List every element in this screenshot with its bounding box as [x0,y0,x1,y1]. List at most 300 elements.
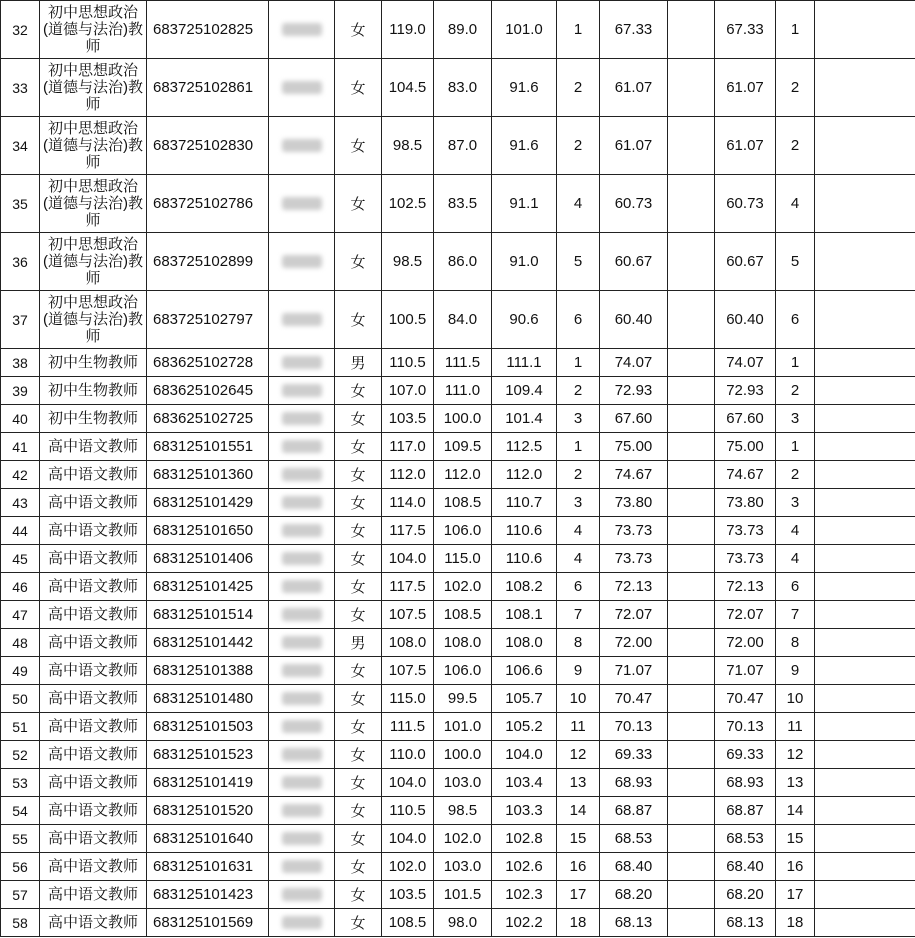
name-cell-redacted [269,601,335,629]
final-rank-cell: 2 [776,117,815,175]
written-score-cell: 103.5 [382,405,434,433]
weighted-score-cell: 91.6 [492,59,557,117]
remark-cell [815,233,915,291]
name-cell-redacted [269,117,335,175]
written-score-cell: 102.0 [382,853,434,881]
total-score-cell: 67.33 [715,1,776,59]
table-row [1,461,915,489]
rank-cell: 12 [557,741,600,769]
converted-score-cell: 68.87 [600,797,668,825]
written-score-cell: 98.5 [382,233,434,291]
exam-number-cell: 683125101650 [147,517,269,545]
exam-number-cell: 683125101569 [147,909,269,937]
bonus-score-cell [668,489,715,517]
table-row [1,741,915,769]
bonus-score-cell [668,741,715,769]
final-rank-cell: 4 [776,175,815,233]
professional-score-cell: 99.5 [434,685,492,713]
name-cell-redacted [269,1,335,59]
written-score-cell: 107.5 [382,601,434,629]
converted-score-cell: 73.73 [600,517,668,545]
converted-score-cell: 60.73 [600,175,668,233]
exam-number-cell: 683125101514 [147,601,269,629]
professional-score-cell: 102.0 [434,573,492,601]
remark-cell [815,405,915,433]
weighted-score-cell: 102.6 [492,853,557,881]
redacted-name-blur [282,496,322,509]
exam-number-cell: 683125101551 [147,433,269,461]
gender-cell: 女 [335,545,382,573]
rank-cell: 8 [557,629,600,657]
exam-number-cell: 683625102725 [147,405,269,433]
table-row [1,175,915,233]
gender-cell: 女 [335,489,382,517]
total-score-cell: 61.07 [715,59,776,117]
weighted-score-cell: 109.4 [492,377,557,405]
rank-cell: 1 [557,1,600,59]
converted-score-cell: 68.53 [600,825,668,853]
written-score-cell: 107.5 [382,657,434,685]
seq-cell: 56 [1,853,40,881]
total-score-cell: 68.13 [715,909,776,937]
converted-score-cell: 75.00 [600,433,668,461]
final-rank-cell: 4 [776,545,815,573]
final-rank-cell: 18 [776,909,815,937]
name-cell-redacted [269,175,335,233]
position-cell: 初中生物教师 [40,349,147,377]
rank-cell: 1 [557,349,600,377]
remark-cell [815,545,915,573]
bonus-score-cell [668,59,715,117]
redacted-name-blur [282,748,322,761]
name-cell-redacted [269,489,335,517]
written-score-cell: 104.0 [382,545,434,573]
rank-cell: 3 [557,405,600,433]
gender-cell: 女 [335,825,382,853]
professional-score-cell: 106.0 [434,517,492,545]
redacted-name-blur [282,81,322,94]
name-cell-redacted [269,741,335,769]
final-rank-cell: 17 [776,881,815,909]
professional-score-cell: 106.0 [434,657,492,685]
weighted-score-cell: 102.2 [492,909,557,937]
total-score-cell: 73.80 [715,489,776,517]
remark-cell [815,377,915,405]
table-row [1,825,915,853]
name-cell-redacted [269,713,335,741]
seq-cell: 44 [1,517,40,545]
position-cell: 高中语文教师 [40,825,147,853]
name-cell-redacted [269,291,335,349]
seq-cell: 46 [1,573,40,601]
weighted-score-cell: 91.0 [492,233,557,291]
name-cell-redacted [269,233,335,291]
total-score-cell: 61.07 [715,117,776,175]
written-score-cell: 103.5 [382,881,434,909]
redacted-name-blur [282,720,322,733]
total-score-cell: 70.47 [715,685,776,713]
table-row [1,909,915,937]
written-score-cell: 98.5 [382,117,434,175]
professional-score-cell: 112.0 [434,461,492,489]
final-rank-cell: 3 [776,489,815,517]
converted-score-cell: 68.13 [600,909,668,937]
rank-cell: 4 [557,545,600,573]
final-rank-cell: 1 [776,1,815,59]
position-cell: 初中思想政治(道德与法治)教师 [40,1,147,59]
total-score-cell: 72.07 [715,601,776,629]
redacted-name-blur [282,664,322,677]
converted-score-cell: 60.40 [600,291,668,349]
total-score-cell: 73.73 [715,517,776,545]
remark-cell [815,853,915,881]
converted-score-cell: 61.07 [600,117,668,175]
total-score-cell: 67.60 [715,405,776,433]
gender-cell: 女 [335,433,382,461]
weighted-score-cell: 105.2 [492,713,557,741]
position-cell: 高中语文教师 [40,909,147,937]
table-row [1,573,915,601]
remark-cell [815,1,915,59]
rank-cell: 2 [557,377,600,405]
converted-score-cell: 68.40 [600,853,668,881]
seq-cell: 48 [1,629,40,657]
bonus-score-cell [668,853,715,881]
seq-cell: 36 [1,233,40,291]
redacted-name-blur [282,804,322,817]
exam-number-cell: 683125101442 [147,629,269,657]
rank-cell: 2 [557,59,600,117]
professional-score-cell: 108.5 [434,601,492,629]
written-score-cell: 108.0 [382,629,434,657]
table-row [1,853,915,881]
written-score-cell: 108.5 [382,909,434,937]
rank-cell: 15 [557,825,600,853]
position-cell: 初中生物教师 [40,405,147,433]
position-cell: 高中语文教师 [40,853,147,881]
rank-cell: 10 [557,685,600,713]
position-cell: 高中语文教师 [40,881,147,909]
exam-number-cell: 683725102825 [147,1,269,59]
gender-cell: 女 [335,601,382,629]
gender-cell: 女 [335,291,382,349]
gender-cell: 女 [335,59,382,117]
position-cell: 高中语文教师 [40,741,147,769]
weighted-score-cell: 110.6 [492,545,557,573]
table-row [1,713,915,741]
final-rank-cell: 6 [776,291,815,349]
exam-number-cell: 683125101640 [147,825,269,853]
converted-score-cell: 69.33 [600,741,668,769]
weighted-score-cell: 103.3 [492,797,557,825]
final-rank-cell: 11 [776,713,815,741]
exam-number-cell: 683625102728 [147,349,269,377]
exam-number-cell: 683125101425 [147,573,269,601]
name-cell-redacted [269,657,335,685]
table-row [1,601,915,629]
professional-score-cell: 83.5 [434,175,492,233]
total-score-cell: 70.13 [715,713,776,741]
weighted-score-cell: 91.1 [492,175,557,233]
exam-number-cell: 683725102830 [147,117,269,175]
converted-score-cell: 68.93 [600,769,668,797]
rank-cell: 1 [557,433,600,461]
bonus-score-cell [668,517,715,545]
redacted-name-blur [282,356,322,369]
exam-number-cell: 683125101503 [147,713,269,741]
professional-score-cell: 111.0 [434,377,492,405]
seq-cell: 38 [1,349,40,377]
seq-cell: 47 [1,601,40,629]
position-cell: 高中语文教师 [40,433,147,461]
final-rank-cell: 2 [776,59,815,117]
table-row [1,117,915,175]
rank-cell: 2 [557,461,600,489]
weighted-score-cell: 91.6 [492,117,557,175]
remark-cell [815,769,915,797]
remark-cell [815,349,915,377]
weighted-score-cell: 101.0 [492,1,557,59]
bonus-score-cell [668,349,715,377]
total-score-cell: 73.73 [715,545,776,573]
name-cell-redacted [269,545,335,573]
final-rank-cell: 1 [776,433,815,461]
remark-cell [815,117,915,175]
exam-number-cell: 683125101406 [147,545,269,573]
converted-score-cell: 73.80 [600,489,668,517]
written-score-cell: 119.0 [382,1,434,59]
professional-score-cell: 101.5 [434,881,492,909]
seq-cell: 51 [1,713,40,741]
seq-cell: 32 [1,1,40,59]
table-row [1,291,915,349]
rank-cell: 4 [557,175,600,233]
seq-cell: 34 [1,117,40,175]
professional-score-cell: 84.0 [434,291,492,349]
final-rank-cell: 2 [776,377,815,405]
weighted-score-cell: 108.2 [492,573,557,601]
seq-cell: 50 [1,685,40,713]
final-rank-cell: 3 [776,405,815,433]
exam-number-cell: 683125101360 [147,461,269,489]
redacted-name-blur [282,580,322,593]
converted-score-cell: 70.47 [600,685,668,713]
written-score-cell: 117.0 [382,433,434,461]
remark-cell [815,175,915,233]
gender-cell: 女 [335,175,382,233]
redacted-name-blur [282,692,322,705]
total-score-cell: 74.67 [715,461,776,489]
exam-number-cell: 683625102645 [147,377,269,405]
professional-score-cell: 103.0 [434,853,492,881]
rank-cell: 3 [557,489,600,517]
seq-cell: 41 [1,433,40,461]
total-score-cell: 74.07 [715,349,776,377]
table-row [1,769,915,797]
written-score-cell: 115.0 [382,685,434,713]
final-rank-cell: 12 [776,741,815,769]
redacted-name-blur [282,524,322,537]
exam-number-cell: 683725102861 [147,59,269,117]
position-cell: 高中语文教师 [40,657,147,685]
redacted-name-blur [282,916,322,929]
written-score-cell: 104.5 [382,59,434,117]
final-rank-cell: 1 [776,349,815,377]
bonus-score-cell [668,545,715,573]
weighted-score-cell: 90.6 [492,291,557,349]
position-cell: 高中语文教师 [40,545,147,573]
bonus-score-cell [668,377,715,405]
redacted-name-blur [282,776,322,789]
exam-number-cell: 683725102899 [147,233,269,291]
bonus-score-cell [668,881,715,909]
position-cell: 高中语文教师 [40,601,147,629]
professional-score-cell: 101.0 [434,713,492,741]
professional-score-cell: 103.0 [434,769,492,797]
gender-cell: 女 [335,233,382,291]
rank-cell: 7 [557,601,600,629]
exam-number-cell: 683125101631 [147,853,269,881]
seq-cell: 54 [1,797,40,825]
redacted-name-blur [282,608,322,621]
remark-cell [815,489,915,517]
weighted-score-cell: 101.4 [492,405,557,433]
converted-score-cell: 74.67 [600,461,668,489]
rank-cell: 13 [557,769,600,797]
table-row [1,349,915,377]
redacted-name-blur [282,197,322,210]
weighted-score-cell: 102.3 [492,881,557,909]
written-score-cell: 104.0 [382,825,434,853]
rank-cell: 18 [557,909,600,937]
table-row [1,489,915,517]
written-score-cell: 110.5 [382,797,434,825]
weighted-score-cell: 108.0 [492,629,557,657]
professional-score-cell: 86.0 [434,233,492,291]
written-score-cell: 117.5 [382,573,434,601]
total-score-cell: 72.00 [715,629,776,657]
written-score-cell: 112.0 [382,461,434,489]
weighted-score-cell: 103.4 [492,769,557,797]
position-cell: 高中语文教师 [40,797,147,825]
final-rank-cell: 4 [776,517,815,545]
gender-cell: 女 [335,713,382,741]
professional-score-cell: 98.0 [434,909,492,937]
table-row [1,377,915,405]
position-cell: 高中语文教师 [40,713,147,741]
weighted-score-cell: 105.7 [492,685,557,713]
seq-cell: 57 [1,881,40,909]
final-rank-cell: 10 [776,685,815,713]
name-cell-redacted [269,377,335,405]
bonus-score-cell [668,233,715,291]
seq-cell: 35 [1,175,40,233]
final-rank-cell: 9 [776,657,815,685]
total-score-cell: 71.07 [715,657,776,685]
remark-cell [815,59,915,117]
bonus-score-cell [668,909,715,937]
exam-number-cell: 683725102786 [147,175,269,233]
gender-cell: 女 [335,741,382,769]
bonus-score-cell [668,291,715,349]
gender-cell: 女 [335,573,382,601]
table-row [1,657,915,685]
gender-cell: 女 [335,909,382,937]
exam-number-cell: 683125101419 [147,769,269,797]
bonus-score-cell [668,601,715,629]
bonus-score-cell [668,405,715,433]
redacted-name-blur [282,23,322,36]
written-score-cell: 110.0 [382,741,434,769]
remark-cell [815,741,915,769]
table-row [1,629,915,657]
professional-score-cell: 100.0 [434,405,492,433]
redacted-name-blur [282,552,322,565]
redacted-name-blur [282,313,322,326]
total-score-cell: 60.40 [715,291,776,349]
redacted-name-blur [282,384,322,397]
name-cell-redacted [269,59,335,117]
professional-score-cell: 83.0 [434,59,492,117]
gender-cell: 女 [335,657,382,685]
final-rank-cell: 13 [776,769,815,797]
exam-number-cell: 683125101523 [147,741,269,769]
exam-number-cell: 683125101423 [147,881,269,909]
written-score-cell: 107.0 [382,377,434,405]
bonus-score-cell [668,1,715,59]
seq-cell: 42 [1,461,40,489]
position-cell: 高中语文教师 [40,769,147,797]
rank-cell: 9 [557,657,600,685]
professional-score-cell: 111.5 [434,349,492,377]
gender-cell: 男 [335,349,382,377]
seq-cell: 55 [1,825,40,853]
table-row [1,517,915,545]
converted-score-cell: 72.07 [600,601,668,629]
rank-cell: 16 [557,853,600,881]
professional-score-cell: 100.0 [434,741,492,769]
professional-score-cell: 87.0 [434,117,492,175]
exam-number-cell: 683125101429 [147,489,269,517]
professional-score-cell: 108.5 [434,489,492,517]
bonus-score-cell [668,117,715,175]
name-cell-redacted [269,825,335,853]
remark-cell [815,881,915,909]
total-score-cell: 60.73 [715,175,776,233]
seq-cell: 40 [1,405,40,433]
total-score-cell: 68.93 [715,769,776,797]
position-cell: 初中思想政治(道德与法治)教师 [40,175,147,233]
weighted-score-cell: 110.7 [492,489,557,517]
table-row [1,405,915,433]
seq-cell: 43 [1,489,40,517]
name-cell-redacted [269,517,335,545]
bonus-score-cell [668,713,715,741]
position-cell: 初中思想政治(道德与法治)教师 [40,59,147,117]
name-cell-redacted [269,433,335,461]
weighted-score-cell: 108.1 [492,601,557,629]
remark-cell [815,713,915,741]
position-cell: 高中语文教师 [40,517,147,545]
name-cell-redacted [269,629,335,657]
bonus-score-cell [668,175,715,233]
weighted-score-cell: 110.6 [492,517,557,545]
name-cell-redacted [269,405,335,433]
professional-score-cell: 98.5 [434,797,492,825]
written-score-cell: 102.5 [382,175,434,233]
total-score-cell: 72.93 [715,377,776,405]
total-score-cell: 75.00 [715,433,776,461]
